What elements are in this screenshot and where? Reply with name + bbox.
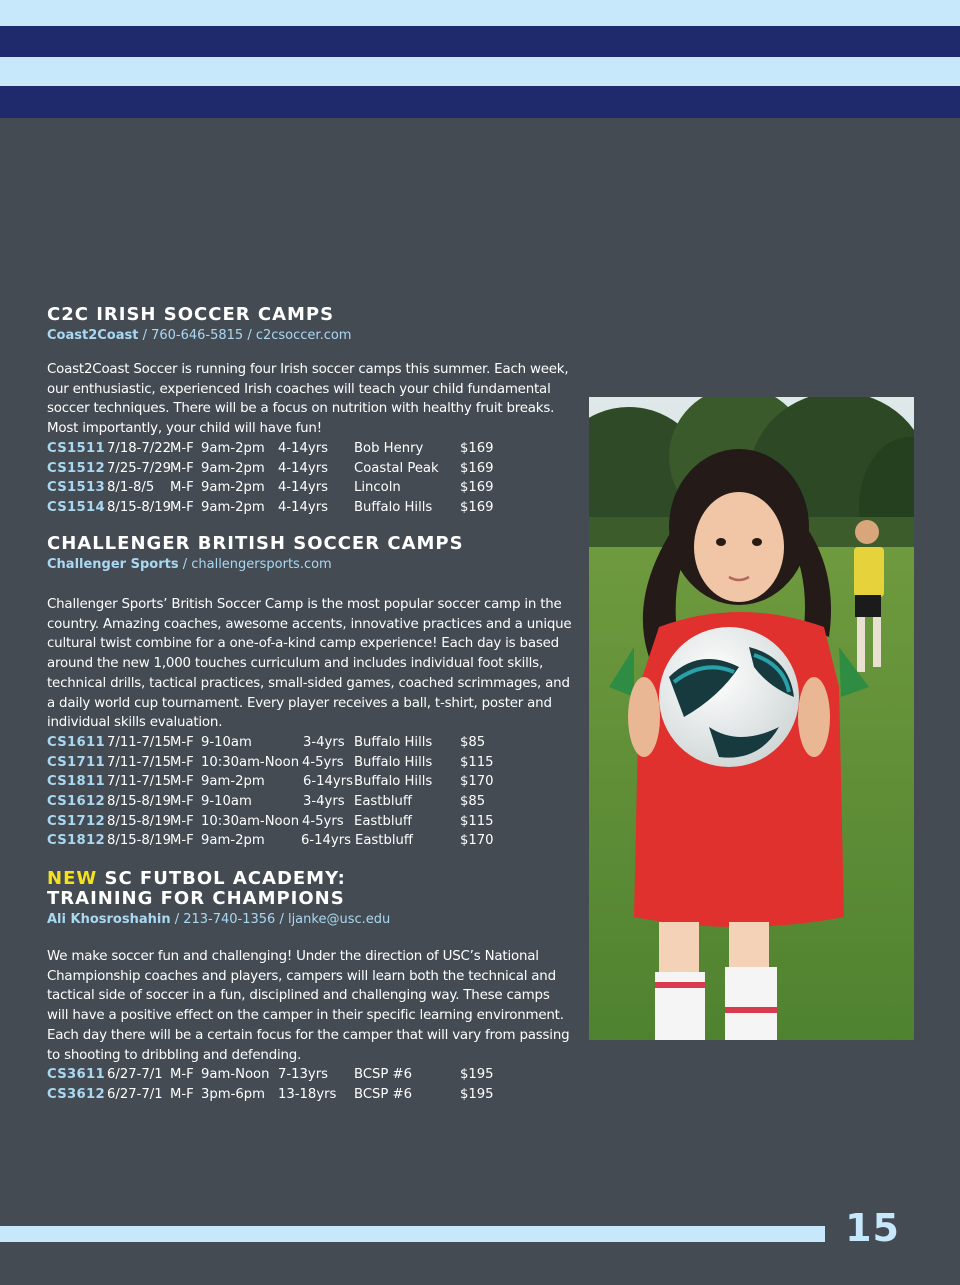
schedule-row [47,1085,572,1105]
contact-org: Ali Khosroshahin [47,912,171,927]
camp-time: 9am-2pm [201,774,265,790]
camp-code: CS1514 [47,499,105,515]
contact-org: Coast2Coast [47,328,139,343]
camp-dates: 6/27-7/1 [107,1086,163,1102]
camp-dates: 8/1-8/5 [107,480,155,496]
camp-price: $170 [460,833,494,849]
camp-dates: 6/27-7/1 [107,1067,163,1083]
camp-time: 3pm-6pm [201,1086,265,1102]
camp-location: Eastbluff [354,813,412,829]
schedule-row [47,498,572,518]
camp-ages: 4-5yrs [302,754,344,770]
contact-org: Challenger Sports [47,557,179,572]
section-sc-futbol-academy [47,869,572,1105]
camp-days: M-F [170,754,194,770]
camp-dates: 8/15-8/19 [107,813,171,829]
contact-details: / challengersports.com [178,557,332,572]
camp-code: CS1612 [47,793,105,809]
camp-time: 10:30am-Noon [201,754,300,770]
camp-location: Buffalo Hills [354,734,433,750]
camp-days: M-F [170,499,194,515]
schedule-row [47,733,572,753]
camp-dates: 8/15-8/19 [107,499,171,515]
camp-price: $169 [460,499,494,515]
page-number: 15 [845,1206,900,1250]
photo-girl-with-soccer-ball [589,397,914,1040]
schedule-row [47,792,572,812]
camp-code: CS1712 [47,813,105,829]
camp-days: M-F [170,793,194,809]
camp-days: M-F [170,1086,194,1102]
camp-ages: 7-13yrs [278,1067,329,1083]
camp-time: 10:30am-Noon [201,813,300,829]
schedule-row [47,812,572,832]
camp-days: M-F [170,1067,194,1083]
camp-location: Bob Henry [354,440,424,456]
camp-time: 9am-Noon [201,1067,270,1083]
camp-days: M-F [170,774,194,790]
section-title: CHALLENGER BRITISH SOCCER CAMPS [47,533,464,554]
camp-ages: 4-14yrs [278,480,329,496]
camp-price: $170 [460,774,494,790]
camp-days: M-F [170,813,194,829]
camp-location: Buffalo Hills [354,499,433,515]
camp-days: M-F [170,734,194,750]
camp-price: $169 [460,460,494,476]
header-band-light-middle [0,57,960,86]
camp-time: 9-10am [201,734,252,750]
section-contact [47,556,572,574]
camp-dates: 7/25-7/29 [107,460,171,476]
camp-price: $115 [460,754,494,770]
camp-price: $169 [460,480,494,496]
camp-location: BCSP #6 [354,1067,412,1083]
schedule-row [47,439,572,459]
section-description: We make soccer fun and challenging! Under the direction of USC’s National Championship coaches and players, campers will learn both the technical and tactical side of soccer in a fun, disciplined and challenging way. These camps will have a positive effect on the camper in their specific learning environment. Each day there will be a certain focus for the camper that will vary from passing to shooting to dribbling and defending. [47,949,570,1063]
camp-ages: 4-14yrs [278,499,329,515]
schedule-row [47,772,572,792]
camp-code: CS1812 [47,833,105,849]
camp-price: $195 [460,1067,494,1083]
camp-code: CS1512 [47,460,105,476]
contact-details: / 213-740-1356 / ljanke@usc.edu [170,912,391,927]
new-badge: NEW [47,868,98,889]
camp-dates: 8/15-8/19 [107,833,171,849]
camp-ages: 6-14yrs [301,833,352,849]
camp-code: CS1811 [47,774,105,790]
camp-time: 9am-2pm [201,833,265,849]
section-contact [47,327,572,345]
section-title-line1: SC FUTBOL ACADEMY: [97,868,346,889]
section-contact [47,911,572,929]
section-challenger-british [47,534,572,851]
camp-time: 9am-2pm [201,460,265,476]
schedule-table [47,439,572,518]
camp-dates: 7/11-7/15 [107,734,171,750]
schedule-table [47,733,572,851]
camp-price: $115 [460,813,494,829]
section-title [47,869,572,909]
camp-location: Buffalo Hills [354,754,433,770]
camp-code: CS1711 [47,754,105,770]
camp-ages: 6-14yrs [303,774,354,790]
section-title: C2C IRISH SOCCER CAMPS [47,304,335,325]
camp-dates: 7/11-7/15 [107,754,171,770]
camp-location: Eastbluff [355,833,413,849]
schedule-table [47,1065,572,1104]
schedule-row [47,753,572,773]
camp-price: $169 [460,440,494,456]
camp-location: Buffalo Hills [354,774,433,790]
camp-ages: 4-14yrs [278,460,329,476]
camp-price: $195 [460,1086,494,1102]
camp-time: 9am-2pm [201,480,265,496]
header-band-light-top [0,0,960,26]
camp-location: BCSP #6 [354,1086,412,1102]
camp-code: CS3612 [47,1086,105,1102]
schedule-row [47,478,572,498]
camp-ages: 4-14yrs [278,440,329,456]
header-band-navy-top [0,26,960,57]
footer-bar [0,1226,825,1242]
camp-ages: 4-5yrs [302,813,344,829]
camp-time: 9am-2pm [201,440,265,456]
camp-location: Coastal Peak [354,460,439,476]
camp-ages: 3-4yrs [303,793,345,809]
camp-price: $85 [460,793,486,809]
camp-price: $85 [460,734,486,750]
camp-ages: 3-4yrs [303,734,345,750]
header-band-navy-bottom [0,86,960,118]
schedule-row [47,459,572,479]
section-title-line2: TRAINING FOR CHAMPIONS [47,888,345,909]
camp-ages: 13-18yrs [278,1086,337,1102]
camp-dates: 8/15-8/19 [107,793,171,809]
section-c2c-irish [47,305,572,518]
camp-time: 9-10am [201,793,252,809]
contact-details: / 760-646-5815 / c2csoccer.com [138,328,352,343]
schedule-row [47,1065,572,1085]
camp-dates: 7/11-7/15 [107,774,171,790]
camp-days: M-F [170,480,194,496]
camp-days: M-F [170,460,194,476]
camp-dates: 7/18-7/22 [107,440,171,456]
camp-code: CS1513 [47,480,105,496]
camp-location: Lincoln [354,480,401,496]
schedule-row [47,831,572,851]
camp-time: 9am-2pm [201,499,265,515]
camp-code: CS3611 [47,1067,105,1083]
camp-code: CS1611 [47,734,105,750]
camp-code: CS1511 [47,440,105,456]
section-description: Challenger Sports’ British Soccer Camp is the most popular soccer camp in the country. Amazing coaches, awesome accents, innovative practices and a unique cultural twist combine for a one-of-a-kind camp experience! Each day is based around the new 1,000 touches curriculum and includes individual foot skills, technical drills, tactical practices, small-sided games, coached scrimmages, and a daily world cup tournament. Every player receives a ball, t-shirt, poster and individual skills evaluation. [47,597,572,731]
camp-location: Eastbluff [354,793,412,809]
camp-days: M-F [170,440,194,456]
section-description: Coast2Coast Soccer is running four Irish soccer camps this summer. Each week, our enthusiastic, experienced Irish coaches will teach your child fundamental soccer techniques. There will be a focus on nutrition with healthy fruit breaks. Most importantly, your child will have fun! [47,362,569,437]
camp-days: M-F [170,833,194,849]
